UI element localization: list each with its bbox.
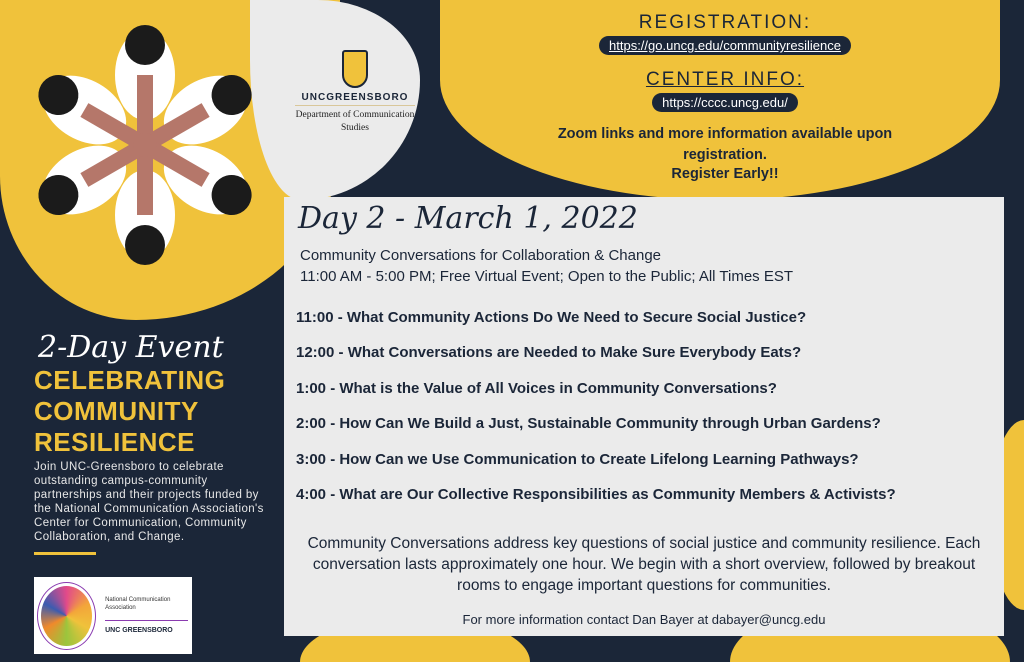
nca-logo: National Communication Association <box>105 597 171 611</box>
schedule-list <box>296 309 996 521</box>
zoom-note: Zoom links and more information available upon registration. <box>557 126 893 163</box>
uncg-shield-icon <box>342 50 368 88</box>
department-name: Department of Communication Studies <box>295 110 415 133</box>
uncg-wordmark: UNCGREENSBORO <box>295 92 415 106</box>
event-intro <box>34 330 274 555</box>
schedule-item: 2:00 - How Can We Build a Just, Sustainable Community through Urban Gardens? <box>296 415 881 433</box>
uncg-logo <box>295 50 415 135</box>
schedule-item: 12:00 - What Conversations are Needed to Make Sure Everybody Eats? <box>296 344 802 362</box>
event-subtitle: Community Conversations for Collaboration & Change <box>300 247 662 264</box>
day-heading: Day 2 - March 1, 2022 <box>298 201 638 236</box>
title-line: RESILIENCE <box>34 427 196 457</box>
uncg-small-logo: UNC GREENSBORO <box>105 620 188 635</box>
center-info-link[interactable]: https://cccc.uncg.edu/ <box>652 93 798 112</box>
schedule-item: 11:00 - What Community Actions Do We Need to Secure Social Justice? <box>296 309 807 326</box>
register-early: Register Early!! <box>671 166 779 182</box>
schedule-item: 1:00 - What is the Value of All Voices in Community Conversations? <box>296 379 777 397</box>
schedule-item: 3:00 - How Can we Use Communication to Create Lifelong Learning Pathways? <box>296 450 859 468</box>
registration-section <box>530 12 920 185</box>
center-info-heading: CENTER INFO: <box>645 69 805 90</box>
divider <box>34 552 96 555</box>
registration-heading: REGISTRATION: <box>638 12 812 33</box>
script-title: 2-Day Event <box>38 330 224 365</box>
hands-circle-illustration <box>20 20 270 270</box>
schedule-item: 4:00 - What are Our Collective Responsibilities as Community Members & Activists? <box>296 485 896 503</box>
sponsor-logos <box>34 577 192 654</box>
schedule-panel <box>284 197 1004 636</box>
registration-link[interactable]: https://go.uncg.edu/communityresilience <box>599 36 851 55</box>
title-line: COMMUNITY <box>34 396 199 426</box>
contact-info: For more information contact Dan Bayer at dabayer@uncg.edu <box>462 612 826 627</box>
event-description: Join UNC-Greensboro to celebrate outstanding campus-community partnerships and their projects funded by the National Communication Association's Center for Communication, Community Collaboration, and Change. <box>34 461 264 543</box>
conversation-description: Community Conversations address key questions of social justice and community resilience. Each conversation lasts approximately one hour. We begin with a short overview, followed by breakout rooms to engage important questions for communities. <box>307 535 981 594</box>
nca-center-logo <box>38 583 95 649</box>
title-line: CELEBRATING <box>34 365 226 395</box>
event-details: 11:00 AM - 5:00 PM; Free Virtual Event; Open to the Public; All Times EST <box>300 268 794 285</box>
